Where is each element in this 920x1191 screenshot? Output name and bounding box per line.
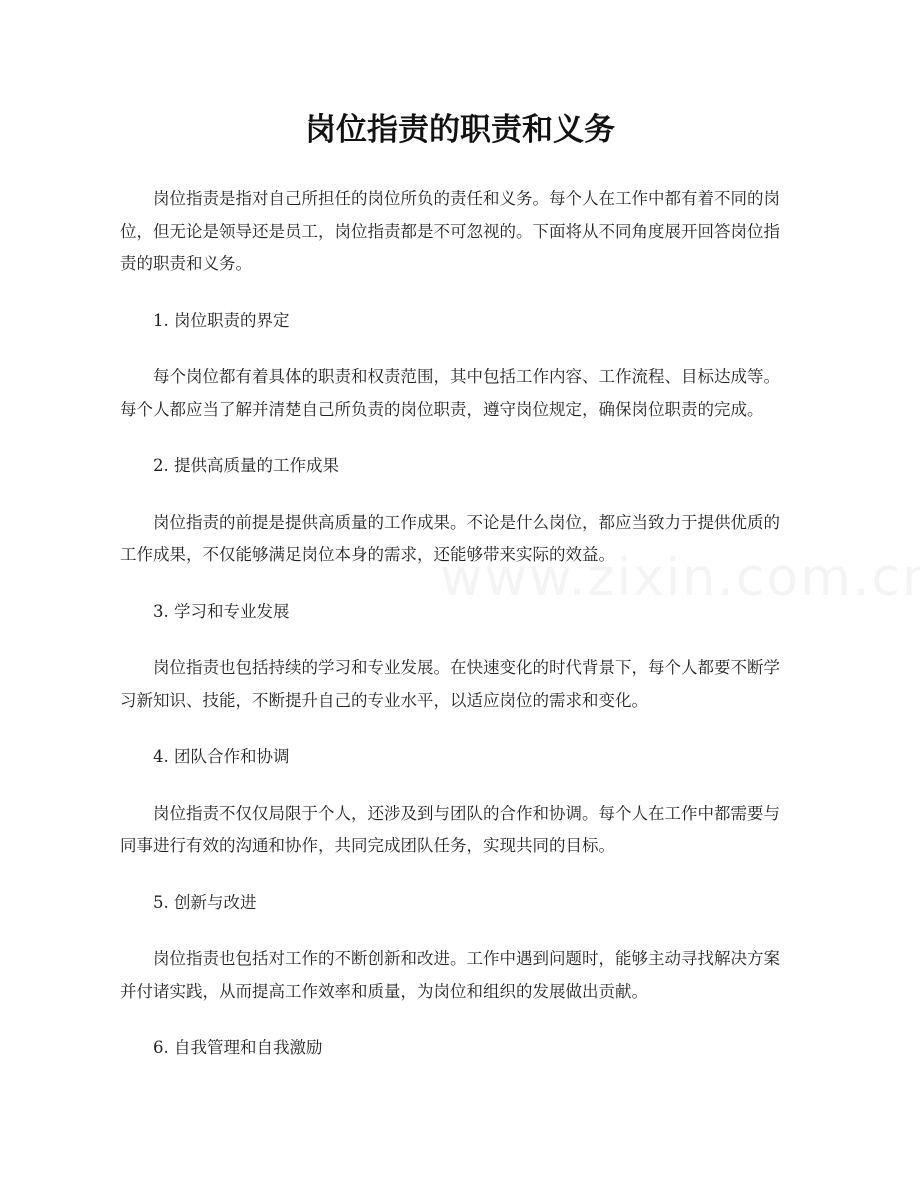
section-heading-3: 3. 学习和专业发展 (153, 601, 290, 621)
section-paragraph-1: 每个岗位都有着具体的职责和权责范围，其中包括工作内容、工作流程、目标达成等。每个人都应当了解并清楚自己所负责的岗位职责，遵守岗位规定，确保岗位职责的完成。 (120, 367, 780, 419)
section-paragraph-4: 岗位指责不仅仅局限于个人，还涉及到与团队的合作和协调。每个人在工作中都需要与同事进行有效的沟通和协作，共同完成团队任务，实现共同的目标。 (120, 803, 780, 855)
section-heading-6: 6. 自我管理和自我激励 (153, 1038, 323, 1057)
section-paragraph-2: 岗位指责的前提是提供高质量的工作成果。不论是什么岗位，都应当致力于提供优质的工作成果，不仅能够满足岗位本身的需求，还能够带来实际的效益。 (120, 512, 780, 564)
document-title: 岗位指责的职责和义务 (305, 112, 615, 148)
section-heading-5: 5. 创新与改进 (153, 892, 257, 912)
section-heading-4: 4. 团队合作和协调 (153, 747, 290, 766)
section-heading-2: 2. 提供高质量的工作成果 (153, 456, 339, 475)
section-paragraph-5: 岗位指责也包括对工作的不断创新和改进。工作中遇到问题时，能够主动寻找解决方案并付诸实践，从而提高工作效率和质量，为岗位和组织的发展做出贡献。 (120, 949, 780, 1001)
document-body (120, 183, 780, 1089)
intro-paragraph: 岗位指责是指对自己所担任的岗位所负的责任和义务。每个人在工作中都有着不同的岗位，但无论是领导还是员工，岗位指责都是不可忽视的。下面将从不同角度展开回答岗位指责的职责和义务。 (120, 189, 780, 273)
section-paragraph-3: 岗位指责也包括持续的学习和专业发展。在快速变化的时代背景下，每个人都要不断学习新知识、技能，不断提升自己的专业水平，以适应岗位的需求和变化。 (120, 658, 780, 710)
section-heading-1: 1. 岗位职责的界定 (153, 310, 290, 330)
